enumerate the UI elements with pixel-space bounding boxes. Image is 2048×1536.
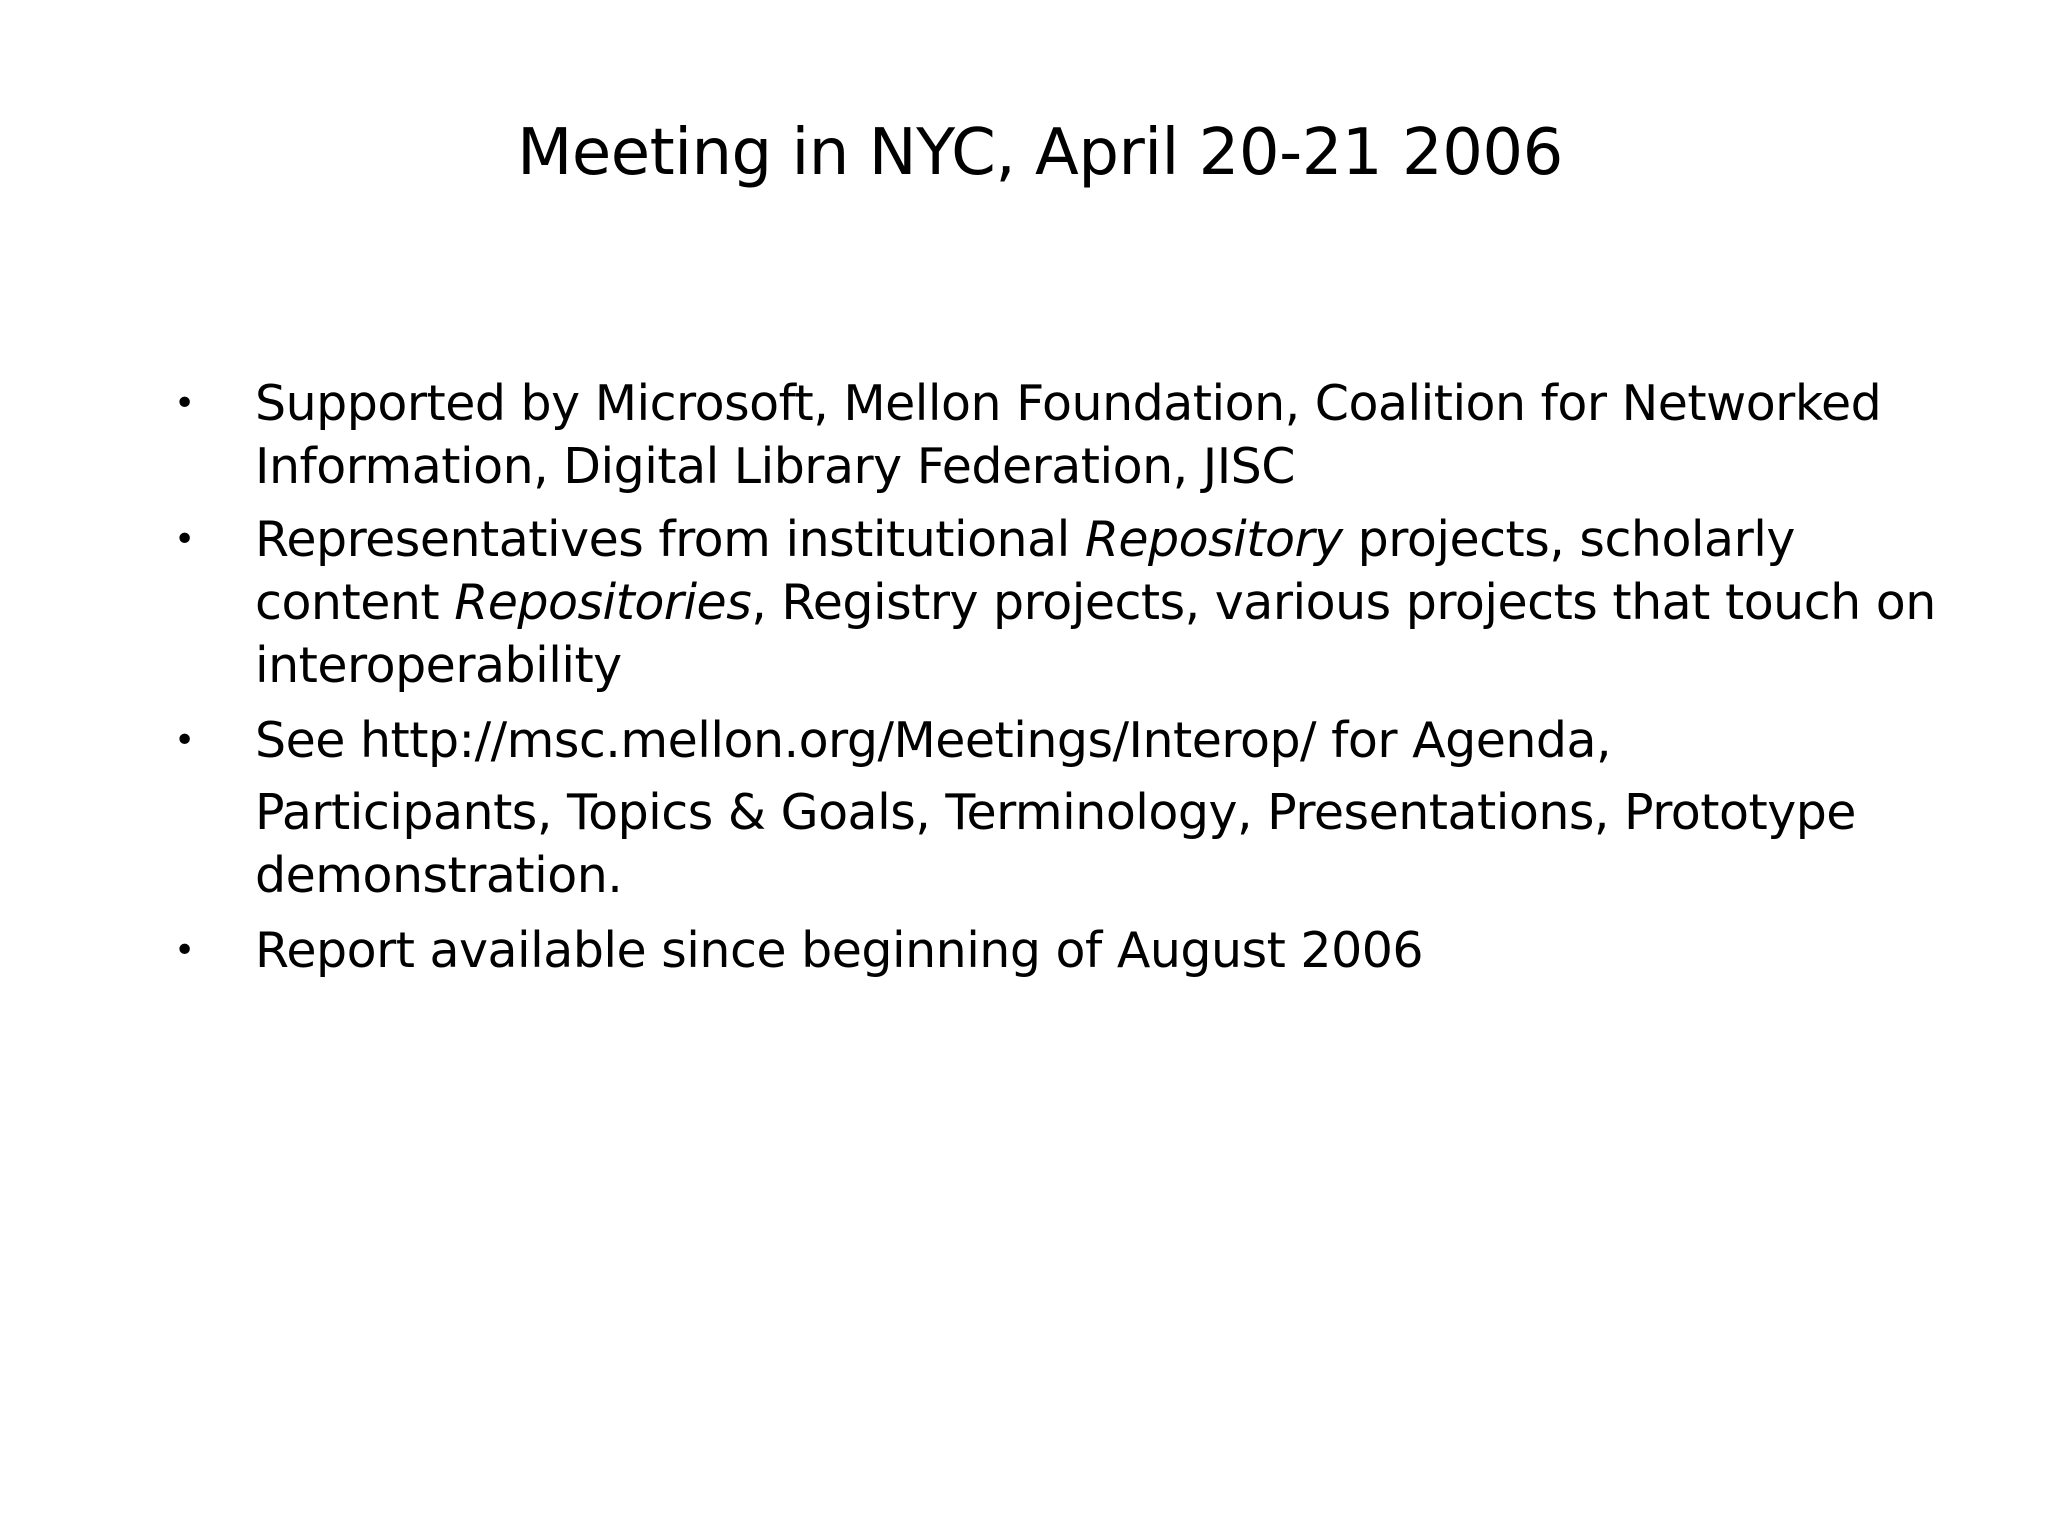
bullet-item-representatives: [168, 508, 1948, 697]
bullet-text: Report available since beginning of August 2006: [255, 922, 1424, 979]
bullet-item-report: [168, 919, 1948, 982]
bullet-text: Supported by Microsoft, Mellon Foundation, Coalition for Networked Information, Digital Library Federation, JISC: [255, 375, 1882, 495]
bullet-dot-icon: •: [174, 930, 195, 971]
bullet-text-line: See http://msc.mellon.org/Meetings/Interop/ for Agenda,: [255, 712, 1612, 769]
bullet-item-supporters: [168, 372, 1948, 498]
bullet-text-part: projects, scholarly content: [255, 511, 1795, 631]
bullet-text-part: Representatives from institutional: [255, 511, 1085, 568]
slide-title: Meeting in NYC, April 20-21 2006: [517, 116, 1563, 190]
bullet-dot-icon: •: [174, 383, 195, 424]
bullet-list: [168, 372, 1948, 982]
bullet-text-line: Participants, Topics & Goals, Terminology, Presentations, Prototype demonstration.: [255, 784, 1856, 904]
bullet-dot-icon: •: [174, 519, 195, 560]
bullet-text-part: , Registry projects, various projects that touch on interoperability: [255, 574, 1936, 694]
bullet-item-see-link: [168, 709, 1948, 907]
bullet-dot-icon: •: [174, 720, 195, 761]
bullet-text-italic: Repositories: [454, 574, 752, 631]
bullet-text-italic: Repository: [1084, 511, 1343, 568]
